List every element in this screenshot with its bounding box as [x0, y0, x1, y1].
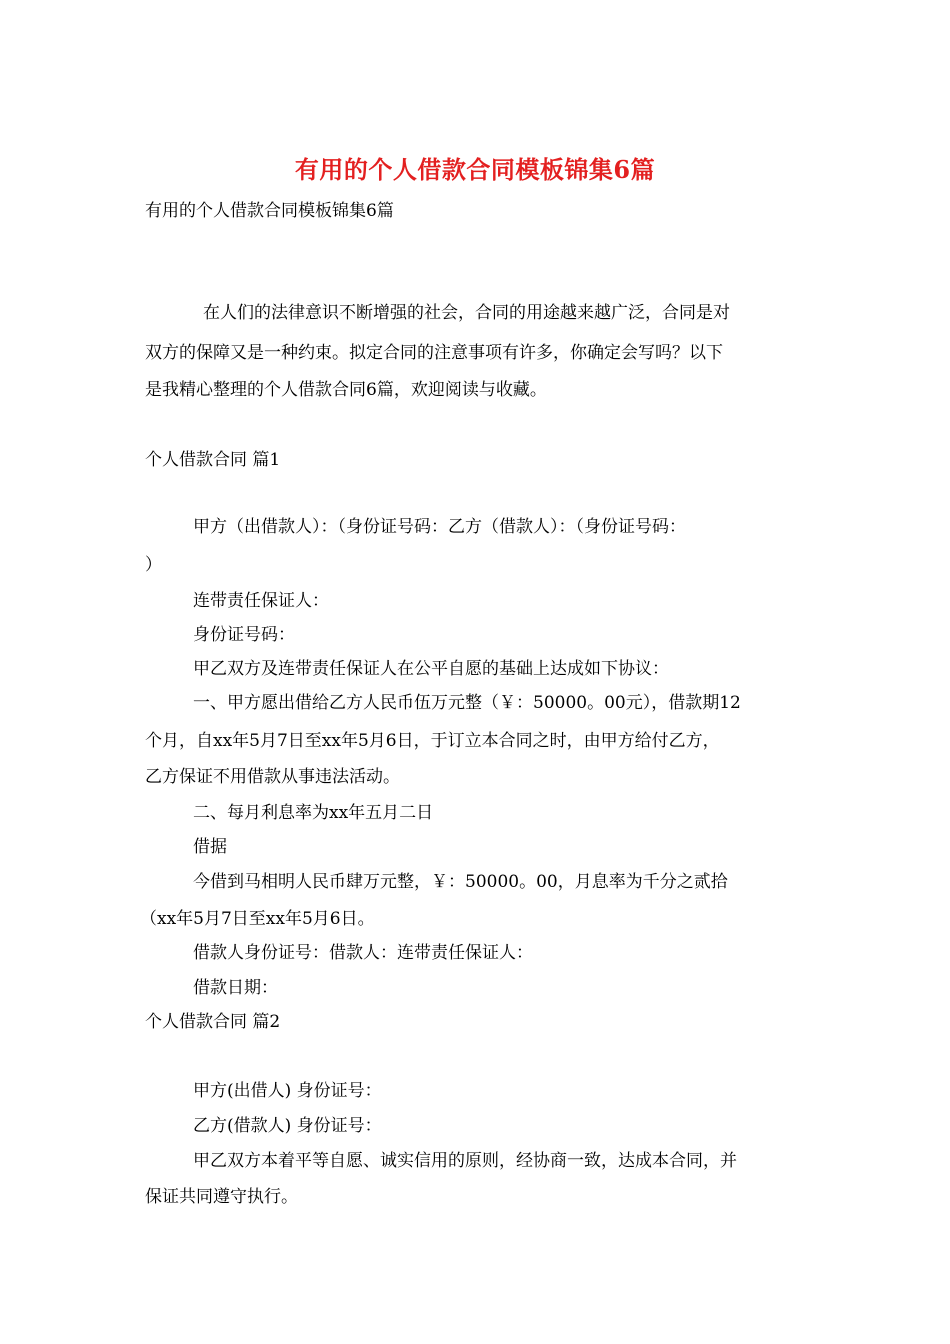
document-title: 有用的个人借款合同模板锦集6篇: [294, 155, 656, 184]
section-2-line: 保证共同遵守执行。: [145, 1187, 298, 1207]
section-1-line: 甲乙双方及连带责任保证人在公平自愿的基础上达成如下协议：: [193, 659, 669, 679]
section-2-heading: 个人借款合同 篇2: [145, 1012, 281, 1032]
section-1-heading: 个人借款合同 篇1: [145, 450, 281, 470]
section-1-line: （xx年5月7日至xx年5月6日。: [140, 909, 375, 929]
section-1-line: 借款日期：: [193, 978, 278, 998]
section-1-line: 个月，自xx年5月7日至xx年5月6日，于订立本合同之时，由甲方给付乙方，: [145, 731, 720, 751]
section-1-line: 甲方（出借款人）：（身份证号码：乙方（借款人）：（身份证号码：: [193, 517, 686, 537]
section-1-line: 借款人身份证号：借款人：连带责任保证人：: [193, 943, 533, 963]
document-subtitle: 有用的个人借款合同模板锦集6篇: [145, 201, 394, 221]
section-2-line: 甲乙双方本着平等自愿、诚实信用的原则，经协商一致，达成本合同，并: [193, 1151, 737, 1171]
intro-line-3: 是我精心整理的个人借款合同6篇，欢迎阅读与收藏。: [145, 380, 547, 400]
section-2-line: 乙方(借款人) 身份证号：: [193, 1116, 382, 1136]
section-1-line: 一、甲方愿出借给乙方人民币伍万元整（￥：50000。00元），借款期12: [193, 693, 741, 713]
section-1-line: 今借到马相明人民币肆万元整，￥：50000。00，月息率为千分之贰拾: [193, 872, 728, 892]
section-1-line: 连带责任保证人：: [193, 591, 329, 611]
section-1-line: 身份证号码：: [193, 625, 295, 645]
intro-line-2: 双方的保障又是一种约束。拟定合同的注意事项有许多，你确定会写吗？以下: [145, 343, 723, 363]
intro-line-1: 在人们的法律意识不断增强的社会，合同的用途越来越广泛，合同是对: [203, 303, 730, 323]
section-1-line: ）: [145, 555, 162, 575]
section-1-line: 借据: [193, 837, 227, 857]
section-1-line: 乙方保证不用借款从事违法活动。: [145, 767, 400, 787]
section-2-line: 甲方(出借人) 身份证号：: [193, 1081, 382, 1101]
section-1-line: 二、每月利息率为xx年五月二日: [193, 803, 434, 823]
